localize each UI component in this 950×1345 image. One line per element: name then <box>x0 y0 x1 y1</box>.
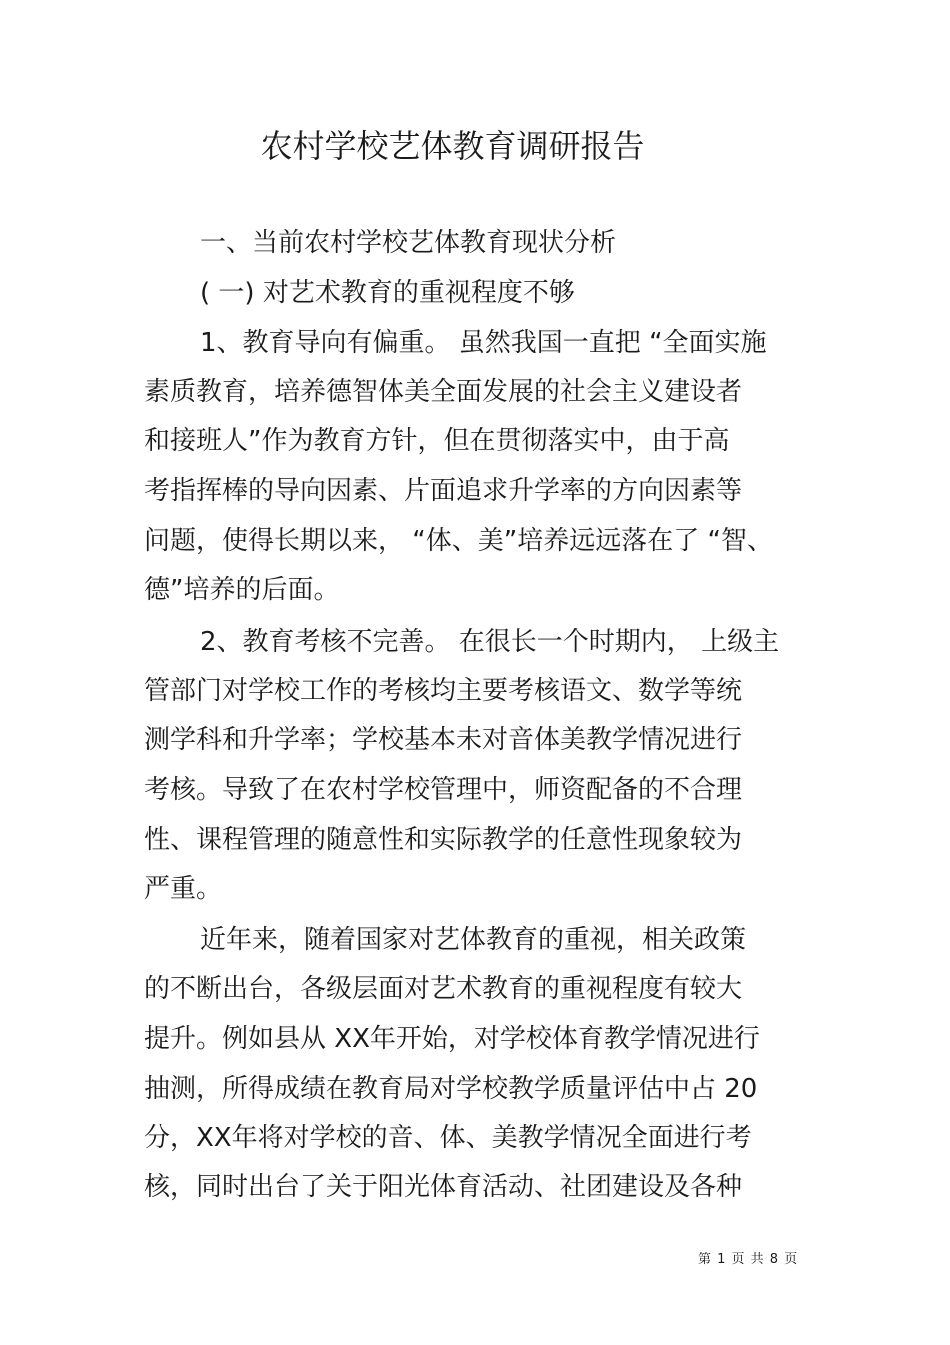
paragraph-line: 和接班人”作为教育方针，但在贯彻落实中，由于高 <box>144 426 730 456</box>
paragraph-line: 提升。例如县从 XX年开始，对学校体育教学情况进行 <box>144 1024 760 1054</box>
paragraph-line: 的不断出台，各级层面对艺术教育的重视程度有较大 <box>144 974 743 1004</box>
paragraph-line: 考核。导致了在农村学校管理中，师资配备的不合理 <box>144 775 743 805</box>
paragraph-line: 管部门对学校工作的考核均主要考核语文、数学等统 <box>144 676 743 706</box>
paragraph-line: 素质教育，培养德智体美全面发展的社会主义建设者 <box>144 377 743 407</box>
paragraph-line: 抽测，所得成绩在教育局对学校教学质量评估中占 20 <box>144 1074 758 1104</box>
subsection-heading: ( 一) 对艺术教育的重视程度不够 <box>200 278 575 308</box>
paragraph-line: 问题，使得长期以来， “体、美”培养远远落在了 “智、 <box>144 526 773 556</box>
paragraph-line: 分，XX年将对学校的音、体、美教学情况全面进行考 <box>144 1123 752 1153</box>
paragraph-line: 近年来，随着国家对艺体教育的重视，相关政策 <box>200 925 747 955</box>
page-number: 第 1 页 共 8 页 <box>698 1252 798 1267</box>
paragraph-line: 测学科和升学率；学校基本未对音体美教学情况进行 <box>144 725 743 755</box>
section-heading: 一、当前农村学校艺体教育现状分析 <box>200 228 617 258</box>
paragraph-line: 性、课程管理的随意性和实际教学的任意性现象较为 <box>144 825 743 855</box>
paragraph-line: 核，同时出台了关于阳光体育活动、社团建设及各种 <box>144 1172 743 1202</box>
paragraph-line: 严重。 <box>144 874 223 904</box>
paragraph-line: 1、教育导向有偏重。 虽然我国一直把 “全面实施 <box>200 328 767 358</box>
paragraph-line: 考指挥棒的导向因素、片面追求升学率的方向因素等 <box>144 476 743 506</box>
paragraph-line: 2、教育考核不完善。 在很长一个时期内， 上级主 <box>200 627 780 657</box>
paragraph-line: 德”培养的后面。 <box>144 575 340 605</box>
document-title: 农村学校艺体教育调研报告 <box>260 127 645 165</box>
